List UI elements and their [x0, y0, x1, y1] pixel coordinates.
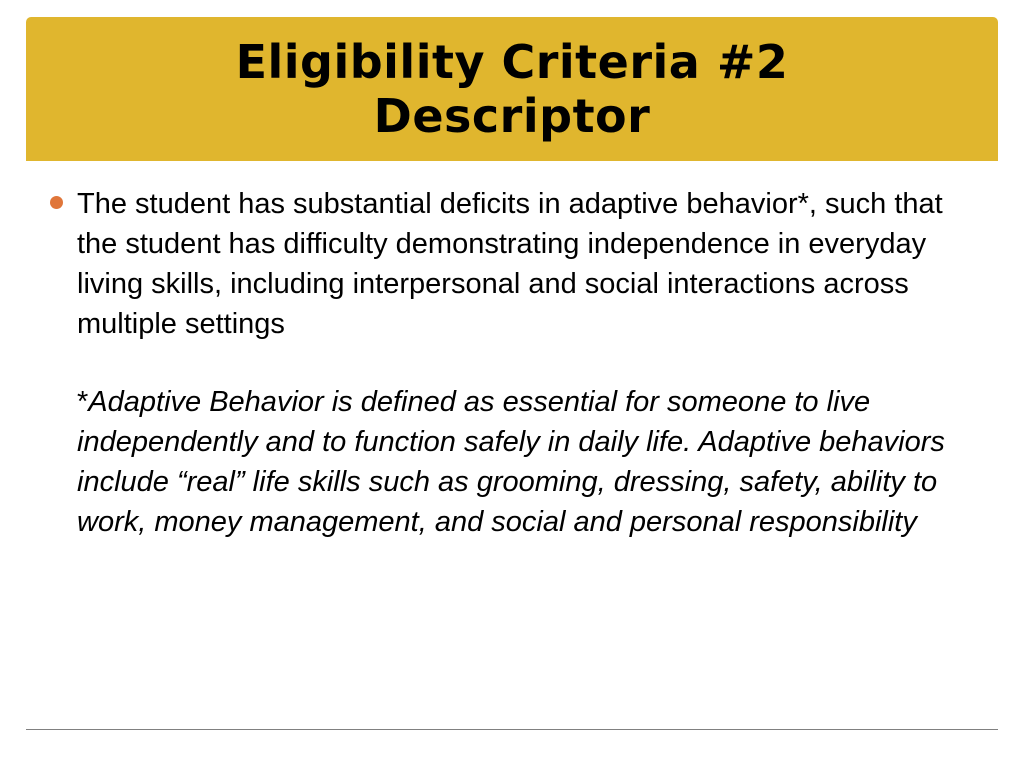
title-bar [26, 17, 998, 161]
footer-divider [26, 729, 998, 730]
slide-body [50, 184, 990, 542]
note-asterisk: * [77, 386, 89, 418]
adaptive-behavior-note [77, 382, 990, 542]
bullet-text: The student has substantial deficits in adaptive behavior*, such that the student has difficulty demonstrating independence in everyday living skills, including interpersonal and social interactions across multiple settings [77, 188, 943, 340]
bullet-item [50, 184, 990, 344]
slide-title-line-2: Descriptor [373, 89, 651, 143]
slide-title [236, 35, 789, 143]
slide-title-line-1: Eligibility Criteria #2 [235, 35, 789, 89]
note-definition: Adaptive Behavior is defined as essential for someone to live independently and to function safely in daily life. Adaptive behaviors include “real” life skills such as grooming, dressing, safety, ability to work, money management, and social and personal responsibility [77, 386, 945, 538]
bullet-dot-icon [50, 196, 63, 209]
